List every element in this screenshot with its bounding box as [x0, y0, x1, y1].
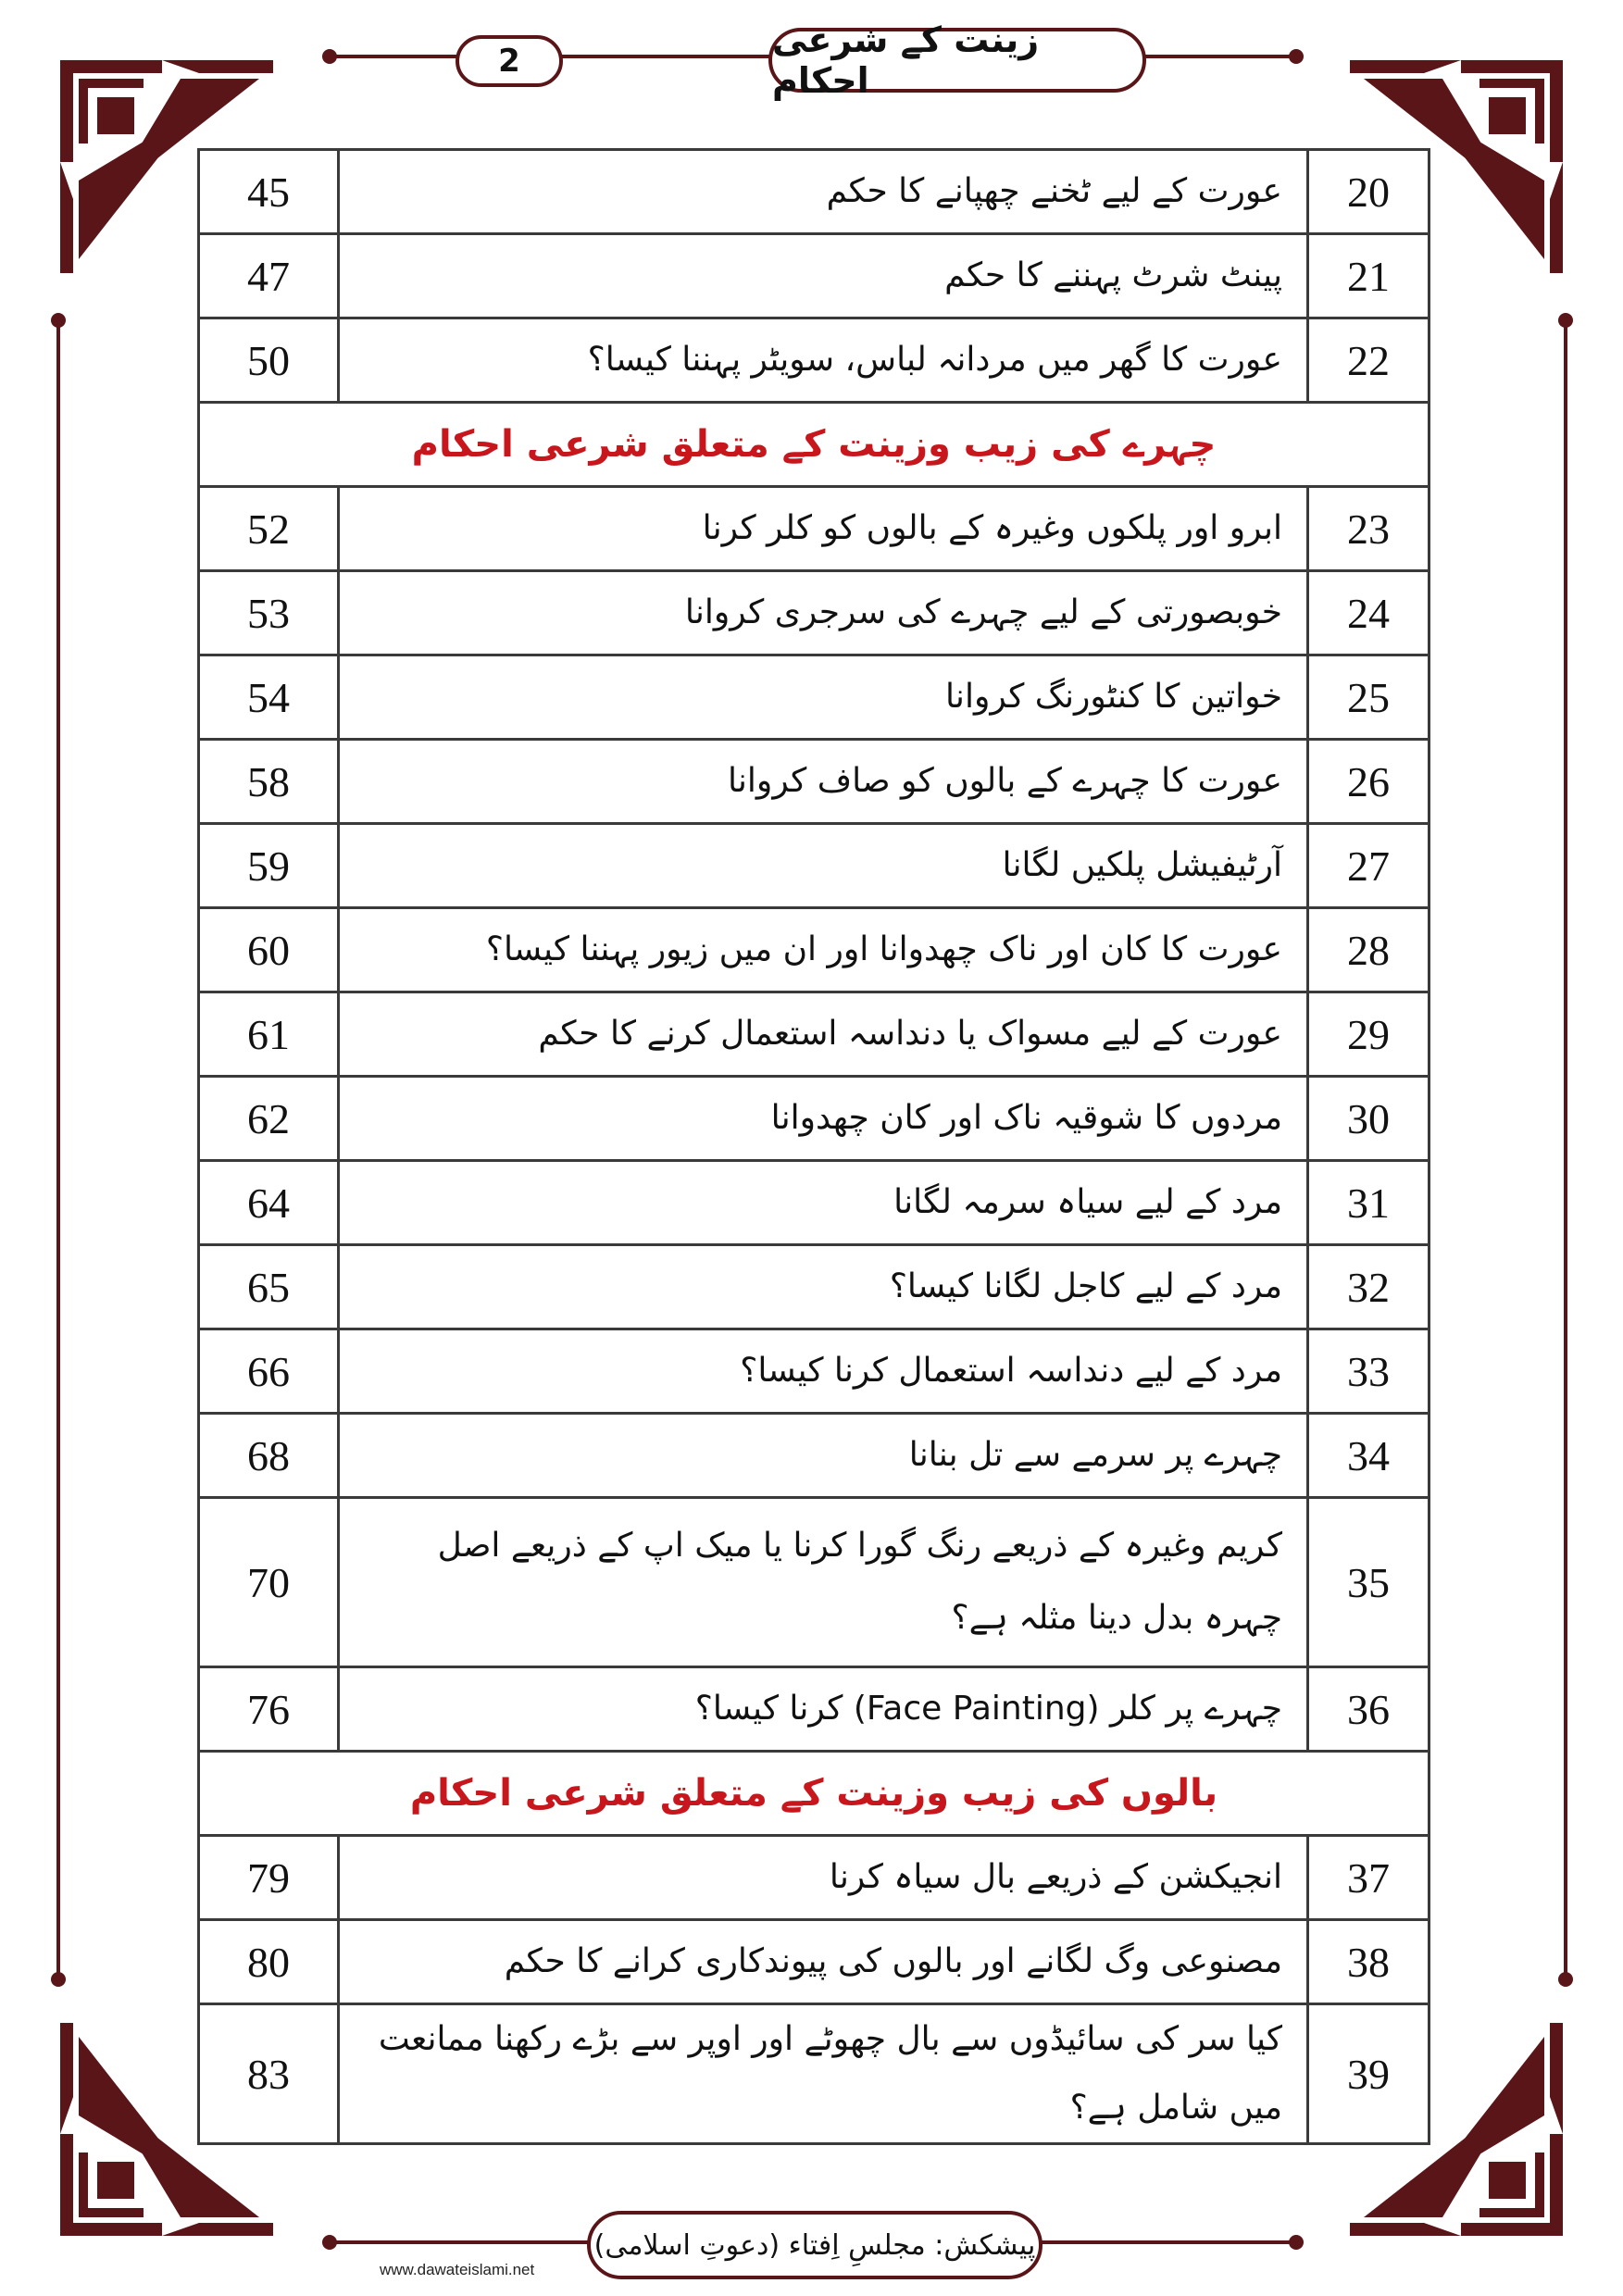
footer-dot [322, 2235, 337, 2250]
toc-page-number: 64 [199, 1161, 339, 1245]
toc-row[interactable] [199, 234, 1429, 318]
toc-page-number: 68 [199, 1414, 339, 1498]
toc-entry-number: 22 [1308, 318, 1429, 403]
toc-entry-title[interactable]: عورت کے لیے مسواک یا دنداسہ استعمال کرنے کا حکم [339, 992, 1308, 1077]
toc-row[interactable] [199, 1077, 1429, 1161]
frame-left-line [56, 315, 60, 1981]
toc-entry-title[interactable]: پینٹ شرٹ پہننے کا حکم [339, 234, 1308, 318]
toc-row[interactable] [199, 571, 1429, 655]
toc-entry-number: 24 [1308, 571, 1429, 655]
toc-row[interactable] [199, 1498, 1429, 1667]
toc-page-number: 54 [199, 655, 339, 740]
toc-page-number: 66 [199, 1329, 339, 1414]
toc-row[interactable] [199, 487, 1429, 571]
toc-page-number: 47 [199, 234, 339, 318]
toc-row[interactable] [199, 908, 1429, 992]
section-heading: بالوں کی زیب وزینت کے متعلق شرعی احکام [199, 1752, 1429, 1836]
toc-page-number: 70 [199, 1498, 339, 1667]
section-heading-row [199, 1752, 1429, 1836]
toc-row[interactable] [199, 655, 1429, 740]
toc-page-number: 61 [199, 992, 339, 1077]
toc-entry-number: 21 [1308, 234, 1429, 318]
toc-row[interactable] [199, 1414, 1429, 1498]
toc-entry-number: 31 [1308, 1161, 1429, 1245]
toc-row[interactable] [199, 150, 1429, 234]
toc-body [199, 150, 1429, 2144]
toc-page-number: 83 [199, 2004, 339, 2144]
header-dot [322, 49, 337, 64]
toc-entry-number: 33 [1308, 1329, 1429, 1414]
toc-page-number: 60 [199, 908, 339, 992]
toc-entry-number: 30 [1308, 1077, 1429, 1161]
frame-dot [1558, 1972, 1573, 1987]
toc-entry-number: 39 [1308, 2004, 1429, 2144]
toc-page-number: 52 [199, 487, 339, 571]
toc-entry-title[interactable]: عورت کا گھر میں مردانہ لباس، سویٹر پہننا کیسا؟ [339, 318, 1308, 403]
toc-row[interactable] [199, 1920, 1429, 2004]
toc-entry-number: 37 [1308, 1836, 1429, 1920]
toc-row[interactable] [199, 1667, 1429, 1752]
book-title: زینت کے شرعی احکام [768, 28, 1146, 93]
toc-entry-number: 38 [1308, 1920, 1429, 2004]
toc-entry-number: 34 [1308, 1414, 1429, 1498]
toc-entry-title[interactable]: عورت کا کان اور ناک چھدوانا اور ان میں زیور پہننا کیسا؟ [339, 908, 1308, 992]
toc-entry-title[interactable]: عورت کے لیے ٹخنے چھپانے کا حکم [339, 150, 1308, 234]
toc-page-number: 65 [199, 1245, 339, 1329]
toc-entry-number: 36 [1308, 1667, 1429, 1752]
frame-dot [51, 1972, 66, 1987]
toc-page-number: 59 [199, 824, 339, 908]
frame-dot [51, 313, 66, 328]
section-heading-row [199, 403, 1429, 487]
toc-entry-number: 32 [1308, 1245, 1429, 1329]
toc-entry-number: 35 [1308, 1498, 1429, 1667]
toc-row[interactable] [199, 740, 1429, 824]
toc-entry-title[interactable]: عورت کا چہرے کے بالوں کو صاف کروانا [339, 740, 1308, 824]
toc-entry-number: 25 [1308, 655, 1429, 740]
toc-entry-number: 26 [1308, 740, 1429, 824]
toc-entry-title[interactable]: خواتین کا کنٹورنگ کروانا [339, 655, 1308, 740]
toc-page-number: 45 [199, 150, 339, 234]
footer-dot [1289, 2235, 1304, 2250]
toc-entry-number: 20 [1308, 150, 1429, 234]
frame-right-line [1564, 315, 1567, 1981]
toc-entry-title[interactable]: مرد کے لیے دنداسہ استعمال کرنا کیسا؟ [339, 1329, 1308, 1414]
toc-page-number: 53 [199, 571, 339, 655]
website-link[interactable]: www.dawateislami.net [380, 2261, 535, 2278]
toc-page-number: 50 [199, 318, 339, 403]
header-dot [1289, 49, 1304, 64]
toc-page-number: 58 [199, 740, 339, 824]
toc-table [197, 148, 1430, 2145]
toc-page-number: 79 [199, 1836, 339, 1920]
toc-row[interactable] [199, 1161, 1429, 1245]
toc-row[interactable] [199, 1329, 1429, 1414]
toc-entry-number: 27 [1308, 824, 1429, 908]
toc-entry-title[interactable]: چہرے پر سرمے سے تل بنانا [339, 1414, 1308, 1498]
toc-entry-title[interactable]: انجیکشن کے ذریعے بال سیاہ کرنا [339, 1836, 1308, 1920]
toc-row[interactable] [199, 992, 1429, 1077]
toc-entry-title[interactable]: مرد کے لیے سیاہ سرمہ لگانا [339, 1161, 1308, 1245]
toc-entry-title[interactable]: آرٹیفیشل پلکیں لگانا [339, 824, 1308, 908]
toc-row[interactable] [199, 2004, 1429, 2144]
toc-entry-title[interactable]: کیا سر کی سائیڈوں سے بال چھوٹے اور اوپر سے بڑے رکھنا ممانعت میں شامل ہے؟ [339, 2004, 1308, 2144]
toc-entry-title[interactable]: مرد کے لیے کاجل لگانا کیسا؟ [339, 1245, 1308, 1329]
toc-entry-title[interactable]: کریم وغیرہ کے ذریعے رنگ گورا کرنا یا میک اپ کے ذریعے اصل چہرہ بدل دینا مثلہ ہے؟ [339, 1498, 1308, 1667]
page-number: 2 [456, 35, 563, 87]
toc-entry-number: 23 [1308, 487, 1429, 571]
toc-page-number: 62 [199, 1077, 339, 1161]
toc-row[interactable] [199, 1245, 1429, 1329]
toc-row[interactable] [199, 318, 1429, 403]
toc-entry-title[interactable]: خوبصورتی کے لیے چہرے کی سرجری کروانا [339, 571, 1308, 655]
toc-entry-title[interactable]: چہرے پر کلر (Face Painting) کرنا کیسا؟ [339, 1667, 1308, 1752]
section-heading: چہرے کی زیب وزینت کے متعلق شرعی احکام [199, 403, 1429, 487]
toc-page-number: 80 [199, 1920, 339, 2004]
toc-page-number: 76 [199, 1667, 339, 1752]
toc-row[interactable] [199, 824, 1429, 908]
toc-entry-title[interactable]: مصنوعی وگ لگانے اور بالوں کی پیوندکاری کرانے کا حکم [339, 1920, 1308, 2004]
frame-dot [1558, 313, 1573, 328]
toc-entry-title[interactable]: مردوں کا شوقیہ ناک اور کان چھدوانا [339, 1077, 1308, 1161]
toc-entry-title[interactable]: ابرو اور پلکوں وغیرہ کے بالوں کو کلر کرنا [339, 487, 1308, 571]
toc-entry-number: 28 [1308, 908, 1429, 992]
publisher-badge: پیشکش: مجلسِ اِفتاء (دعوتِ اسلامی) [587, 2211, 1042, 2279]
toc-entry-number: 29 [1308, 992, 1429, 1077]
toc-row[interactable] [199, 1836, 1429, 1920]
